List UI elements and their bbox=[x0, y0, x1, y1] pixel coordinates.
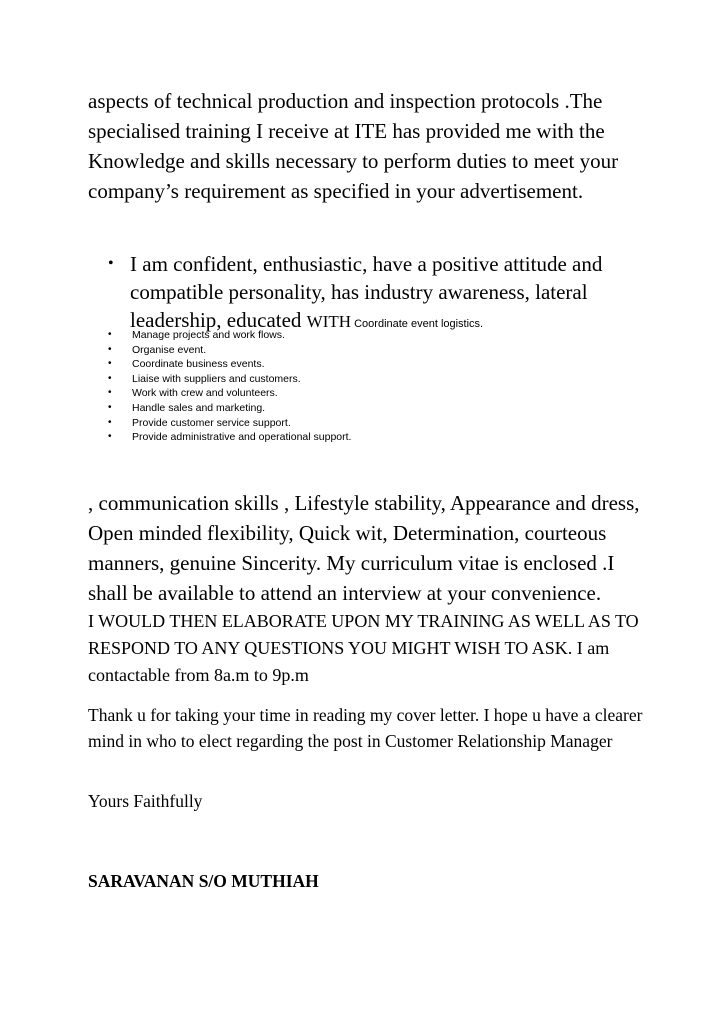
list-item bbox=[108, 401, 608, 416]
list-item bbox=[108, 328, 608, 343]
list-item-text: Provide administrative and operational support. bbox=[132, 431, 352, 444]
list-item bbox=[108, 416, 608, 431]
list-item-text: Coordinate business events. bbox=[132, 358, 265, 371]
bullet-marker: • bbox=[108, 401, 112, 413]
paragraph-skills: , communication skills , Lifestyle stability, Appearance and dress, Open minded flexibility, Quick wit, Determination, courteous manners, genuine Sincerity. My curriculum vitae is enclosed .I shall be available to attend an interview at your convenience. bbox=[88, 491, 640, 605]
qualities-main-text: I am confident, enthusiastic, have a positive attitude and compatible personality, has industry awareness, lateral leadership, educated bbox=[130, 252, 603, 332]
list-item-text: Handle sales and marketing. bbox=[132, 401, 266, 414]
bullet-marker: • bbox=[108, 387, 112, 399]
list-item-text: Work with crew and volunteers. bbox=[132, 387, 278, 400]
qualities-text bbox=[130, 250, 660, 338]
list-item bbox=[108, 357, 608, 372]
qualities-caps-text: WITH bbox=[306, 312, 352, 331]
list-item bbox=[108, 430, 608, 445]
closing-salutation: Yours Faithfully bbox=[88, 791, 203, 811]
bullet-marker: • bbox=[108, 416, 112, 428]
list-item-text: Organise event. bbox=[132, 343, 207, 356]
list-item-text: Provide customer service support. bbox=[132, 416, 291, 429]
paragraph-training: aspects of technical production and inspection protocols .The specialised training I receive at ITE has provided me with the Knowledge and skills necessary to perform duties to meet your company’s requirement as specified in your advertisement. bbox=[88, 89, 619, 203]
paragraph-contact: I WOULD THEN ELABORATE UPON MY TRAINING AS WELL AS TO RESPOND TO ANY QUESTIONS YOU MIGHT WISH TO ASK. I am contactable from 8a.m to 9p.m bbox=[88, 611, 639, 685]
bullet-marker: • bbox=[108, 255, 114, 272]
duties-list bbox=[108, 328, 608, 445]
list-item bbox=[108, 343, 608, 358]
list-item bbox=[108, 386, 608, 401]
list-item-text: Liaise with suppliers and customers. bbox=[132, 372, 301, 385]
bullet-marker: • bbox=[108, 358, 112, 370]
signature-name: SARAVANAN S/O MUTHIAH bbox=[88, 871, 319, 891]
bullet-marker: • bbox=[108, 431, 112, 443]
bullet-marker: • bbox=[108, 329, 112, 340]
bullet-marker: • bbox=[108, 372, 112, 384]
qualities-small-text: Coordinate event logistics. bbox=[351, 318, 484, 330]
paragraph-thanks: Thank u for taking your time in reading my cover letter. I hope u have a clearer mind in who to elect regarding the post in Customer Relationship Manager bbox=[88, 705, 643, 751]
list-item bbox=[108, 372, 608, 387]
bullet-marker: • bbox=[108, 343, 112, 355]
list-item-text: Manage projects and work flows. bbox=[132, 329, 285, 341]
